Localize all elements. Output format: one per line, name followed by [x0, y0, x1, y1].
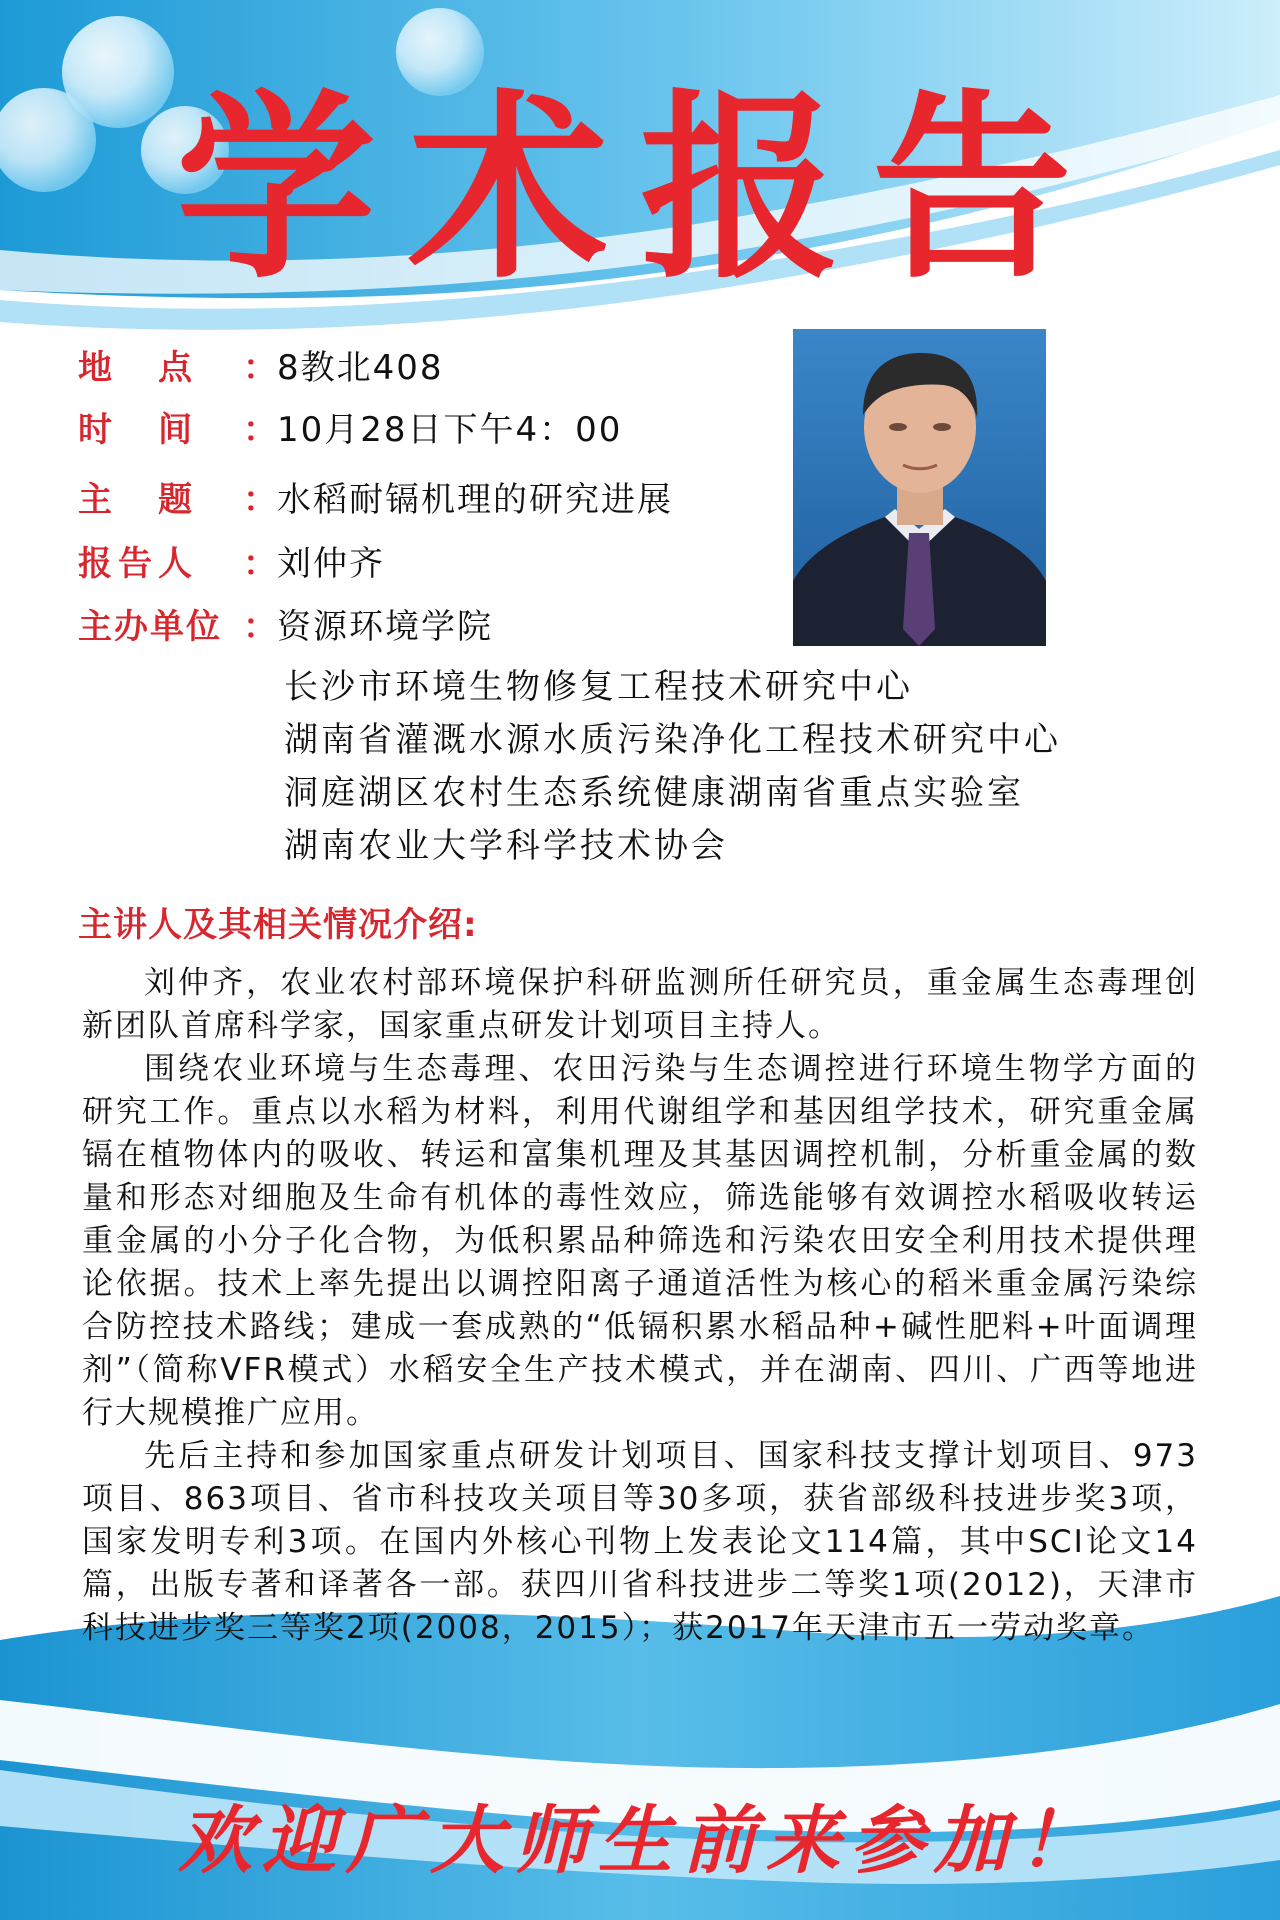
- poster-title: 学术报告: [175, 73, 1104, 306]
- speaker-colon: ：: [243, 544, 277, 584]
- location-label: 地 点: [78, 348, 198, 388]
- speaker-label: 报告人: [78, 544, 198, 584]
- speaker-row: [78, 539, 385, 589]
- organizer-row: [78, 602, 493, 652]
- organizer-label: 主办单位: [78, 607, 222, 647]
- bio-paragraph-3: 先后主持和参加国家重点研发计划项目、国家科技支撑计划项目、973项目、863项目、省市科技攻关项目等30多项，获省部级科技进步奖3项，国家发明专利3项。在国内外核心刊物上发表论文114篇，其中SCI论文14篇，出版专著和译著各一部。获四川省科技进步二等奖1项(2012)，天津市科技进步奖三等奖2项(2008，2015）；获2017年天津市五一劳动奖章。: [82, 1438, 1198, 1646]
- speaker-intro-heading: 主讲人及其相关情况介绍:: [78, 905, 478, 945]
- speaker-value: 刘仲齐: [277, 544, 385, 584]
- organizer-value: 资源环境学院: [277, 607, 493, 647]
- organizer-line-1: 长沙市环境生物修复工程技术研究中心: [284, 667, 913, 707]
- speaker-portrait-icon: [793, 329, 1046, 646]
- time-colon: ：: [243, 410, 277, 450]
- location-row: [78, 343, 444, 393]
- time-value: 10月28日下午4：00: [277, 410, 623, 450]
- time-row: [78, 405, 622, 455]
- topic-label: 主 题: [78, 480, 198, 520]
- organizer-line-3: 洞庭湖区农村生态系统健康湖南省重点实验室: [284, 773, 1024, 813]
- bio-paragraph-1: 刘仲齐，农业农村部环境保护科研监测所任研究员，重金属生态毒理创新团队首席科学家，国家重点研发计划项目主持人。: [82, 965, 1198, 1044]
- time-label: 时 间: [78, 410, 198, 450]
- organizer-line-2: 湖南省灌溉水源水质污染净化工程技术研究中心: [284, 720, 1061, 760]
- topic-row: [78, 475, 673, 525]
- welcome-message: 欢迎广大师生前来参加！: [178, 1798, 1102, 1884]
- location-value: 8教北408: [277, 348, 444, 388]
- organizer-line-4: 湖南农业大学科学技术协会: [284, 826, 728, 866]
- organizer-colon: ：: [243, 607, 277, 647]
- location-colon: ：: [243, 348, 277, 388]
- topic-colon: ：: [243, 480, 277, 520]
- speaker-photo: [793, 329, 1046, 646]
- speaker-bio: [82, 962, 1198, 1650]
- bio-paragraph-2: 围绕农业环境与生态毒理、农田污染与生态调控进行环境生物学方面的研究工作。重点以水稻为材料，利用代谢组学和基因组学技术，研究重金属镉在植物体内的吸收、转运和富集机理及其基因调控机制，分析重金属的数量和形态对细胞及生命有机体的毒性效应，筛选能够有效调控水稻吸收转运重金属的小分子化合物，为低积累品种筛选和污染农田安全利用技术提供理论依据。技术上率先提出以调控阳离子通道活性为核心的稻米重金属污染综合防控技术路线；建成一套成熟的“低镉积累水稻品种+碱性肥料+叶面调理剂”（简称VFR模式）水稻安全生产技术模式，并在湖南、四川、广西等地进行大规模推广应用。: [82, 1051, 1198, 1431]
- topic-value: 水稻耐镉机理的研究进展: [277, 480, 673, 520]
